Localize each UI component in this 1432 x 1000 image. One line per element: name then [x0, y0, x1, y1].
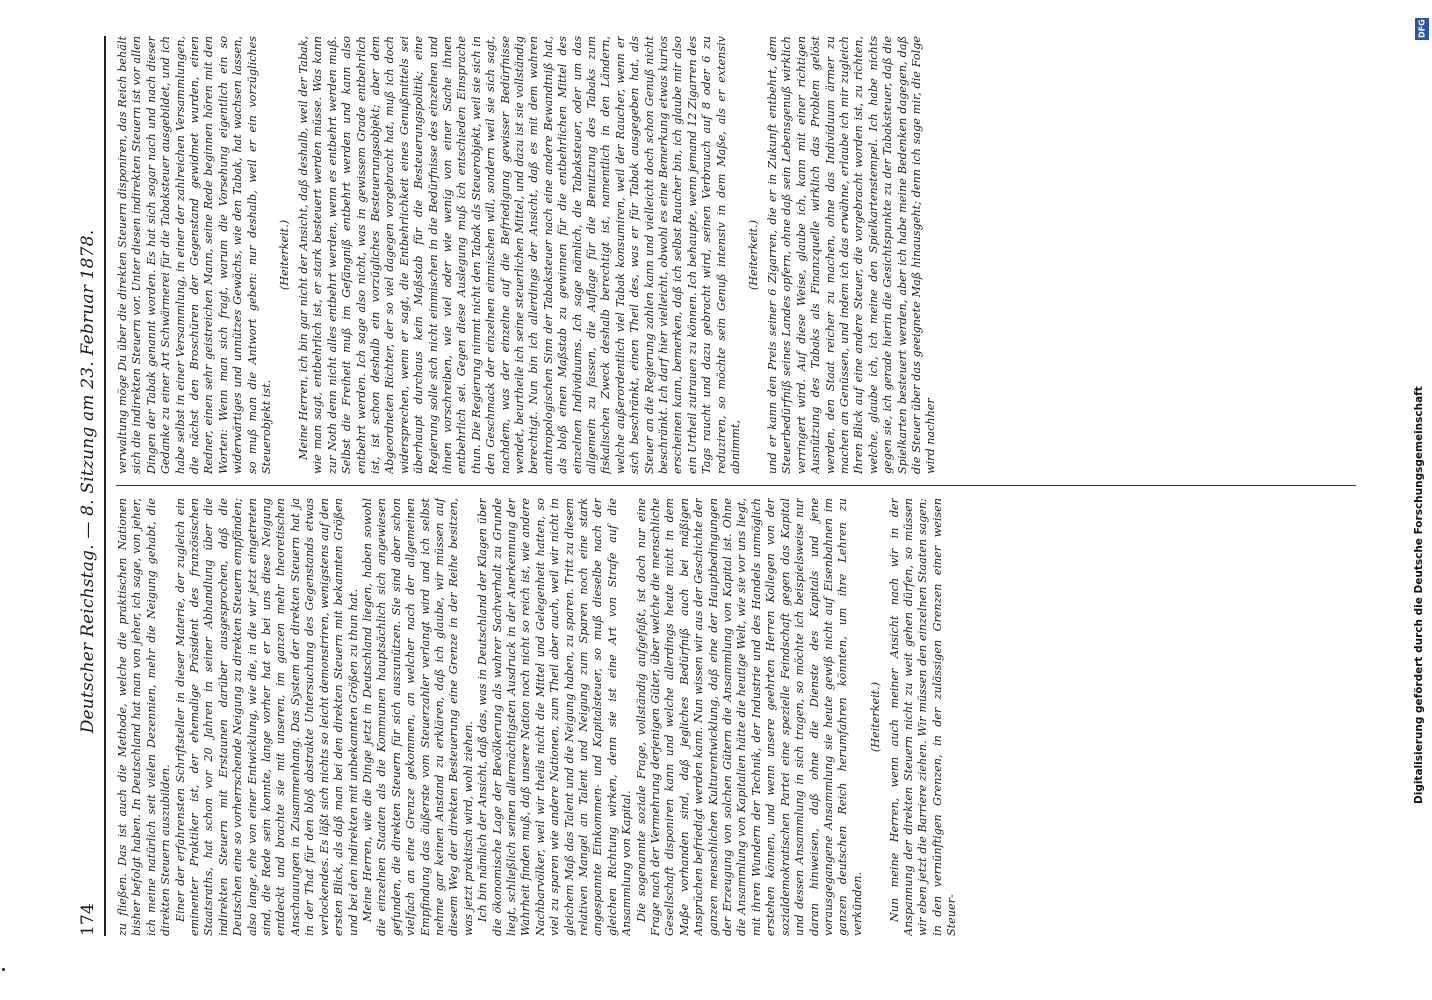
- paragraph: Nun meine Herren, wenn auch meiner Ansicht nach wir in der Anspannung der direkten Steuern nicht zu weit gehen dürfen, so müssen wir eben jetzt die Barriere ziehen. Wir müssen den einzelnen Staaten sagen: in den vernünftigen Grenzen, in der zulässigen Grenzen einer weisen Steuer-: [887, 498, 959, 936]
- page-title: Deutscher Reichstag. — 8. Sitzung am 23. Februar 1878.: [78, 229, 98, 734]
- header-rule: [104, 36, 106, 936]
- page-header: [78, 36, 98, 936]
- right-column: [116, 36, 1356, 474]
- dfg-logo-icon: DFG: [1415, 18, 1429, 40]
- digitization-credit: [1408, 20, 1430, 980]
- left-column: [116, 498, 1356, 936]
- paragraph: Meine Herren, ich bin gar nicht der Ansicht, daß deshalb, weil der Tabak, wie man sagt, entbehrlich ist, er stark besteuert werden müsse. Was kann zur Noth denn nicht alles entbehrt werden, wenn es entbehrt werden muß. Selbst die Freiheit muß im Gefängniß entbehrt werden und kann also entbehrt werden. Ich sage also nicht, was in gewissem Grade entbehrlich ist, ist schon deshalb ein vorzügliches Besteuerungsobjekt; aber dem Abgeordneten Richter, der so viel dagegen vorgebracht hat, muß ich doch widersprechen, wenn er sagt, die Entbehrlichkeit eines Genußmittels sei überhaupt durchaus kein Maßstab für die Besteuerungspolitik; eine Regierung solle sich nicht einmischen in die Bedürfnisse des einzelnen und ihnen vorschreiben, wie viel oder wie wenig von einer Sache ihnen entbehrlich sei. Gegen diese Auslegung muß ich entschieden Einsprache thun. Die Regierung nimmt nicht den Tabak als Steuerobjekt, weil sie sich in den Geschmack der einzelnen einmischen will, sondern weil sie sich sagt, nachdem, was der einzelne auf die Befriedigung gewisser Bedürfnisse wendet, beurtheile ich seine steuerlichen Mittel, und dazu ist sie vollständig berechtigt. Nun bin ich allerdings der Ansicht, daß es mit dem wahren anthropologischen Sinn der Tabaksteuer nach eine andere Bewandtniß hat, als bloß einen Maßstab zu gewinnen für die entbehrlichen Mittel des einzelnen Individuums. Ich sage nämlich, die Tabaksteuer, oder um das allgemein zu fassen, die Auflage für die Benutzung des Tabaks zum fiskalischen Zweck deshalb berechtigt ist, namentlich in den Ländern, welche außerordentlich viel Tabak konsumiren, weil der Raucher, wenn er sich beschränkt, einen Theil des, was er für Tabak ausgegeben hat, als Steuer an die Regierung zahlen kann und vielleicht doch schon Genuß nicht beschränkt. Ich darf hier vielleicht, obwohl es eine Bemerkung etwas kurios erscheinen kann, bemerken, daß ich selbst Raucher bin, ich glaube mir also ein Urtheil zutrauen zu können. Ich behaupte, wenn jemand 12 Zigarren des Tags raucht und dazu gebracht wird, seinen Verbrauch auf 8 oder 6 zu reduziren, so möchte sein Genuß intensiv in dem Maße, als er extensiv abnimmt,: [296, 36, 743, 474]
- paragraph: Einer der erfahrensten Schriftsteller in dieser Materie, der zugleich ein eminenter Praktiker ist, der ehemalige Präsident des französischen Staatsraths, hat schon vor 20 Jahren in seiner Abhandlung über die indirekten Steuern mit Erstaunen darüber ausgesprochen, daß die Deutschen eine so vorherrschende Neigung zu direkten Steuern empfänden; also lange, ehe von einer Entwicklung, wie die, in die wir jetzt eingetreten sind, die Rede sein konnte, lange vorher hat er bei uns diese Neigung entdeckt und brachte sie mit unseren, im ganzen mehr theoretischen Anschauungen in Zusammenhang. Das System der direkten Steuern hat ja in der That für den bloß abstrakte Untersuchung des Gegenstands etwas verlockendes. Es läßt sich nichts so leicht demonstriren, wenigstens auf den ersten Blick, als daß man bei den direkten Steuern mit bekannten Größen und bei den indirekten mit unbekannten Größen zu thun hat.: [173, 498, 360, 936]
- column-divider: [116, 485, 1356, 486]
- paragraph: Ich bin nämlich der Ansicht, daß das, was in Deutschland der Klagen über die ökonomische Lage der Bevölkerung als wahrer Sachverhalt zu Grunde liegt, schließlich seinen allermächtigsten Ausdruck in der Anerkennung der Wahrheit finden muß, daß unsere Nation noch nicht so reich ist, wie andere Nachbarvölker, weil wir theils nicht die Mittel und Gelegenheit hatten, so viel zu sparen wie andere Nationen, zum Theil aber auch, weil wir nicht in gleichem Maß das Talent und die Neigung haben, zu sparen. Tritt zu diesem relativen Mangel an Talent und Neigung zum Sparen noch eine stark angespannte Einkommen- und Kapitalsteuer, so muß dieselbe nach der gleichen Richtung wirken, denn sie ist eine Art von Strafe auf die Ansammlung von Kapital.: [476, 498, 634, 936]
- paragraph: zu fließen. Das ist auch die Methode, welche die praktischen Nationen bisher befolgt haben. In Deutschland hat man von jeher, ich sage, von jeher, ich meine natürlich seit vielen Dezennien, mehr die Neigung gehabt, die direkten Steuern auszubilden.: [116, 498, 173, 936]
- scan-speck: [2, 968, 5, 971]
- applause-note: (Heiterkeit.): [747, 219, 761, 291]
- applause-note: (Heiterkeit.): [278, 219, 292, 291]
- page-number: 174: [78, 902, 98, 936]
- paragraph: verwaltung möge Du über die direkten Steuern disponiren, das Reich behält sich die indirekten Steuern vor. Unter diesen indirekten Steuern ist vor allen Dingen der Tabak genannt worden. Es hat sich sogar nach und nach dieser Gedanke zu einer Art Schwärmerei für die Tabaksteuer ausgebildet, und ich habe selbst in einer Versammlung, in einer der zahlreichen Versammlungen, die nächst den Broschüren der Gegenstand gewidmet wurden, einen Redner, einen sehr geistreichen Mann, seine Rede beginnen hören mit den Worten: Wenn man sich fragt, warum die Vorsehung eigentlich ein so widerwärtiges und unnützes Gewächs, wie den Tabak, hat wachsen lassen, so muß man die Antwort geben: nur deshalb, weil er ein vorzügliches Steuerobjekt ist.: [116, 36, 274, 474]
- paragraph: Meine Herren, wie die Dinge jetzt in Deutschland liegen, haben sowohl die einzelnen Staaten als die Kommunen hauptsächlich sich angewiesen gefunden, die direkten Steuern für sich auszunützen. Sie sind aber schon vielfach an eine Grenze gekommen, an welcher nach der allgemeinen Empfindung das äußerste vom Steuerzahler verlangt wird und ich selbst nehme gar keinen Anstand zu erklären, daß ich glaube, wir müssen auf diesem Weg der direkten Besteuerung eine Grenze in der Reihe besitzen, was jetzt praktisch wird, wohl ziehen.: [360, 498, 475, 936]
- text-columns: [116, 36, 1356, 936]
- paragraph: Die sogenannte soziale Frage, vollständig aufgefaßt, ist doch nur eine Frage nach der Vermehrung derjenigen Güter, über welche die menschliche Gesellschaft disponiren kann und welche allerdings heute nicht in dem Maße vorhanden sind, daß jegliches Bedürfniß auch bei mäßigen Ansprüchen befriedigt werden kann. Nun wissen wir aus der Geschichte der ganzen menschlichen Kulturentwicklung, daß eine der Hauptbedingungen der Erzeugung von solchen Gütern die Ansammlung von Kapital ist. Ohne die Ansammlung von Kapitalien hätte die heutige Welt, wie sie vor uns liegt, mit ihren Wundern der Technik, der Industrie und des Handels unmöglich erstehen können, und wenn unsere geehrten Herren Kollegen von der sozialdemokratischen Partei eine spezielle Feindschaft gegen das Kapital und dessen Ansammlung in sich tragen, so möchte ich beispielsweise nur daran hinweisen, daß ohne die Dienste des Kapitals und jene vorausgegangene Ansammlung sie heute gewiß nicht auf Eisenbahnen im ganzen deutschen Reich herumfahren könnten, um ihre Lehren zu verkünden.: [634, 498, 864, 936]
- paragraph: und er kann den Preis seiner 6 Zigarren, die er in Zukunft entbehrt, dem Steuerbedürfniß seines Landes opfern, ohne daß sein Lebensgenuß wirklich verringert wird. Auf diese Weise, glaube ich, kann mit einer richtigen Ausnützung des Tabaks als Finanzquelle wirklich das Problem gelöst werden, den Staat reicher zu machen, ohne das Individuum ärmer zu machen an Genüssen, und indem ich das erwähne, erlaube ich mir zugleich Ihren Blick auf eine andere Steuer, die vorgebracht worden ist, zu richten, welche, glaube ich, ich meine den Spielkartenstempel. Ich habe nichts gegen sie, ich gerade hierin die Gesichtspunkte zu der Tabaksteuer, daß die Spielkarten besteuert werden, aber ich habe meine Bedenken dagegen, daß die Steuer über das geeignete Maß hinausgeht; denn ich sage mir, die Folge wird nachher: [765, 36, 938, 474]
- applause-note: (Heiterkeit.): [869, 681, 883, 753]
- credit-text: Digitalisierung gefördert durch die Deutsche Forschungsgemeinschaft: [1413, 386, 1425, 804]
